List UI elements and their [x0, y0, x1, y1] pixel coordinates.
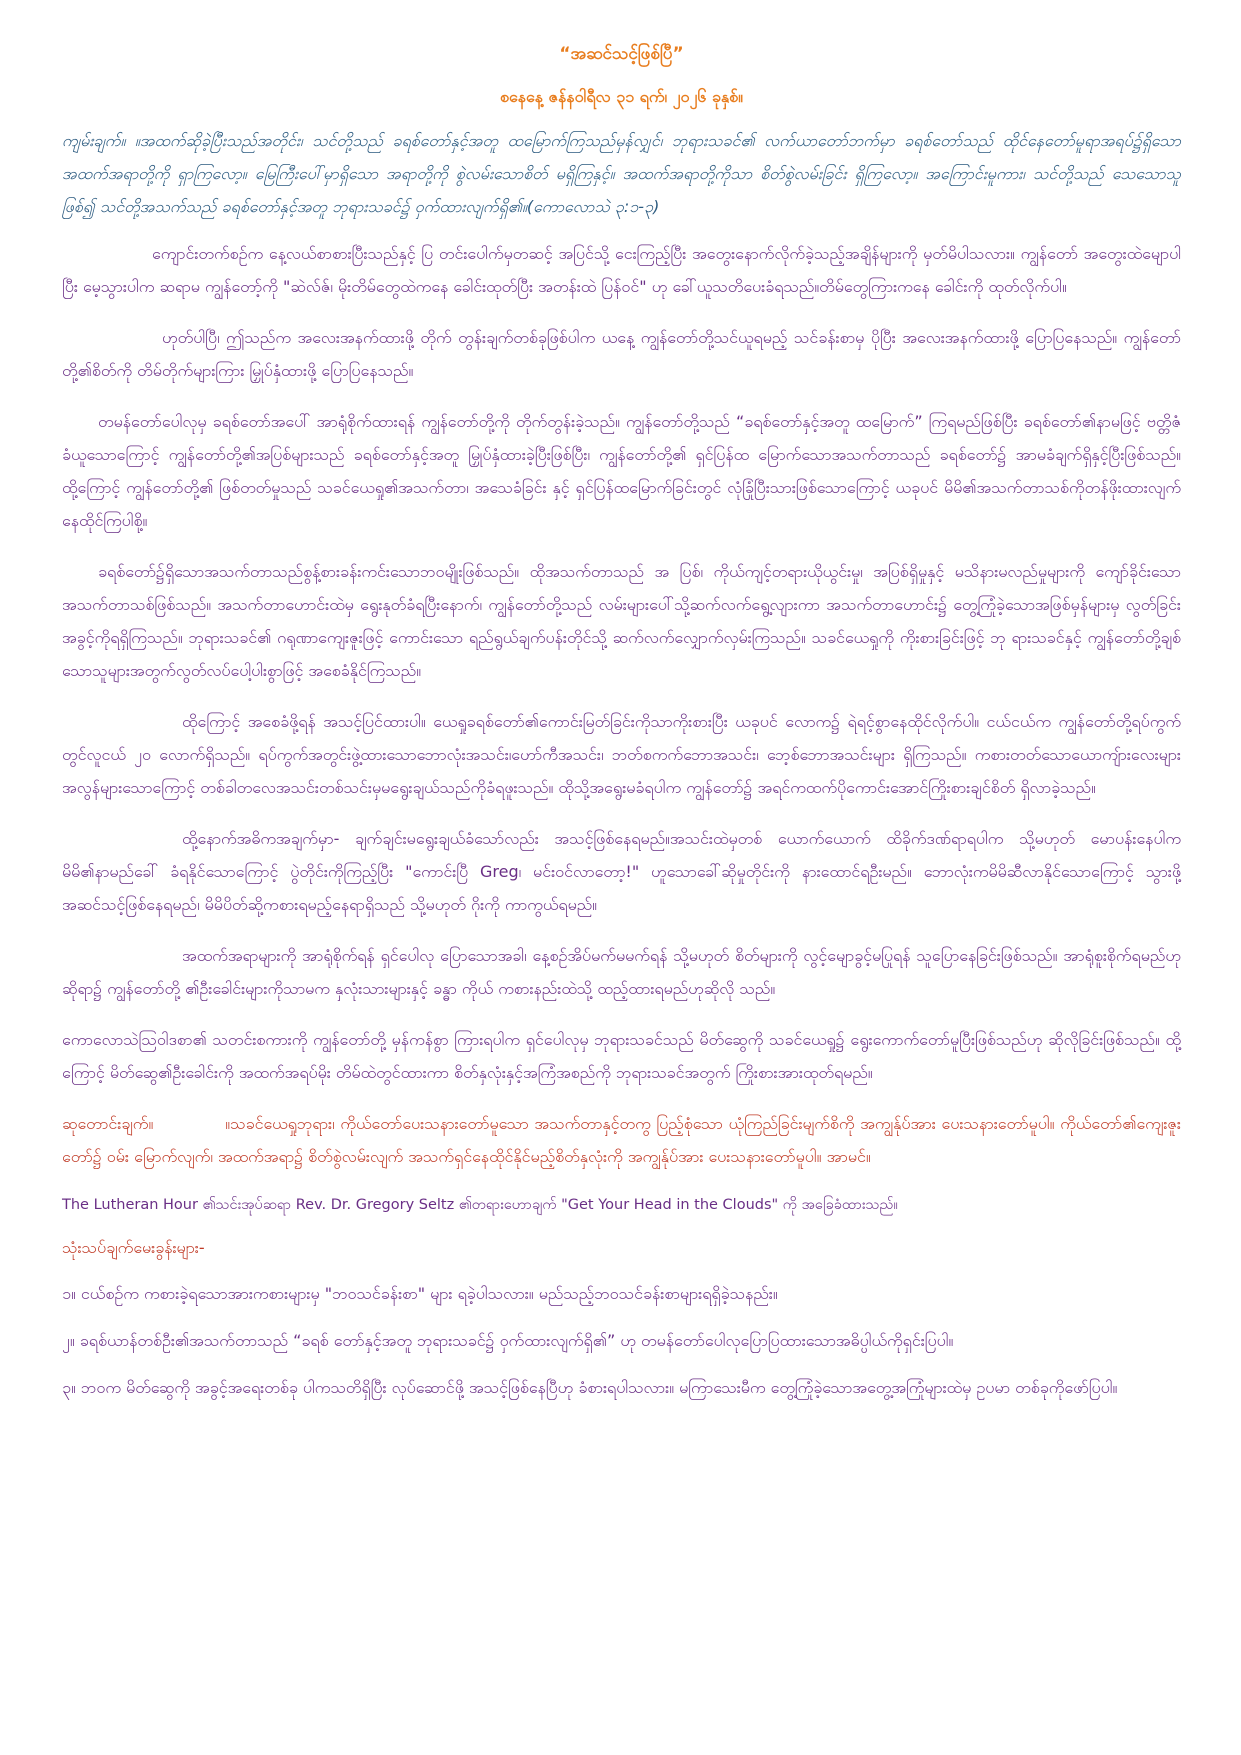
body-paragraph-2: ဟုတ်ပါပြီ၊ ဤသည်က အလေးအနက်ထားဖို့ တိုက် တွန်းချက်တစ်ခုဖြစ်ပါက ယနေ့ ကျွန်တော်တို့သင်ယူရမည့် သင်ခန်းစာမှ ပိုပြီး အလေးအနက်ထားဖို့ ပြောပြနေသည်။ ကျွန်တော်တို့၏စိတ်ကို တိမ်တိုက်များကြား မြှုပ်နှံထားဖို့ ပြောပြနေသည်။: [62, 328, 1181, 380]
question-item: ၂။ ခရစ်ယာန်တစ်ဦး၏အသက်တာသည် “ခရစ် တော်နှင့်အတူ ဘုရားသခင်၌ ဝှက်ထားလျက်ရှိ၏” ဟု တမန်တော်ပေါလုပြောပြထားသောအဓိပ္ပါယ်ကိုရှင်းပြပါ။: [62, 1331, 954, 1350]
scripture-verse: ကျမ်းချက်။ ။အထက်ဆိုခဲ့ပြီးသည်အတိုင်း၊ သင်တို့သည် ခရစ်တော်နှင့်အတူ ထမြောက်ကြသည်မှန်လျှင်၊ ဘုရားသခင်၏ လက်ယာတော်ဘက်မှာ ခရစ်တော်သည် ထိုင်နေတော်မူရာအရပ်၌ရှိသော အထက်အရာတို့ကို ရှာကြလော့။ မြေကြီးပေါ်မှာရှိသော အရာတို့ကို စွဲလမ်းသောစိတ် မရှိကြနှင့်။ အထက်အရာတို့ကိုသာ စိတ်စွဲလမ်းခြင်း ရှိကြလော့။ အကြောင်းမူကား၊ သင်တို့သည် သေသောသူဖြစ်၍ သင်တို့အသက်သည် ခရစ်တော်နှင့်အတူ ဘုရားသခင်၌ ဝှက်ထားလျက်ရှိ၏။(ကောလောသဲ ၃:၁-၃): [62, 131, 1181, 216]
date-line: စနေနေ့ ဇန်နဝါရီလ ၃၁ ရက်၊ ၂၀၂၆ ခုနှစ်။: [499, 87, 743, 106]
prayer-text: ။သခင်ယေရှုဘုရား၊ ကိုယ်တော်ပေးသနားတော်မူသော အသက်တာနှင့်တကွ ပြည့်စုံသော ယုံကြည်ခြင်းမျက်စိကို အကျွန်ုပ်အား ပေးသနားတော်မူပါ။ ကိုယ်တော်၏ကျေးဇူးတော်၌ ဝမ်း မြောက်လျက်၊ အထက်အရာ၌ စိတ်စွဲလမ်းလျက် အသက်ရှင်နေထိုင်နိုင်မည့်စိတ်နှလုံးကို အကျွန်ုပ်အား ပေးသနားတော်မူပါ။ အာမင်။: [62, 1114, 1181, 1166]
body-paragraph-6: ထို့နောက်အဓိကအချက်မှာ- ချက်ချင်းမရွေးချယ်ခံသော်လည်း အသင့်ဖြစ်နေရမည်။အသင်းထဲမှတစ် ယောက်ယောက် ထိခိုက်ဒဏ်ရာရပါက သို့မဟုတ် မောပန်းနေပါက မိမိ၏နာမည်ခေါ် ခံရနိုင်သောကြောင့် ပွဲတိုင်းကိုကြည့်ပြီး "ကောင်းပြီ Greg၊ မင်းဝင်လာတော့!" ဟူသောခေါ်ဆိုမှုတိုင်းကို နားထောင်ရဦးမည်။ ဘောလုံးကမိမိဆီလာနိုင်သောကြောင့် သွားဖို့ အဆင်သင့်ဖြစ်နေရမည်၊ မိမိပိတ်ဆို့ကစားရမည့်နေရာရှိသည် သို့မဟုတ် ဂိုးကို ကာကွယ်ရမည်။: [62, 829, 1181, 914]
page-title: “အဆင်သင့်ဖြစ်ပြီ”: [559, 44, 684, 64]
body-paragraph-3: တမန်တော်ပေါလုမှ ခရစ်တော်အပေါ် အာရုံစိုက်ထားရန် ကျွန်တော်တို့ကို တိုက်တွန်းခဲ့သည်။ ကျွန်တော်တို့သည် “ခရစ်တော်နှင့်အတူ ထမြောက်” ကြရမည်ဖြစ်ပြီး ခရစ်တော်၏နာမဖြင့် ဗတ္တိဇံခံယူသောကြောင့် ကျွန်တော်တို့၏အပြစ်များသည် ခရစ်တော်နှင့်အတူ မြှုပ်နှံထားခဲ့ပြီးဖြစ်ပြီး၊ ကျွန်တော်တို့၏ ရှင်ပြန်ထ မြောက်သောအသက်တာသည် ခရစ်တော်၌ အာမခံချက်ရှိနှင့်ပြီးဖြစ်သည်။ ထို့ကြောင့် ကျွန်တော်တို့၏ ဖြစ်တတ်မှုသည် သခင်ယေရှု၏အသက်တာ၊ အသေခံခြင်း နှင့် ရှင်ပြန်ထမြောက်ခြင်းတွင် လုံခြုံပြီးသားဖြစ်သောကြောင့် ယခုပင် မိမိ၏အသက်တာသစ်ကိုတန်ဖိုးထားလျက် နေထိုင်ကြပါစို့။: [62, 412, 1181, 530]
question-item: ၁။ ငယ်စဉ်က ကစားခဲ့ရသောအားကစားများမှ "ဘဝသင်ခန်းစာ" များ ရခဲ့ပါသလား။ မည်သည့်ဘဝသင်ခန်းစာများရရှိခဲ့သနည်း။: [62, 1284, 778, 1303]
prayer: [62, 1107, 1181, 1173]
sermon-credit: The Lutheran Hour ၏သင်းအုပ်ဆရာ Rev. Dr. Gregory Seltz ၏တရားဟောချက် "Get Your Head in the Clouds" ကို အခြေခံထားသည်။: [62, 1197, 898, 1213]
body-paragraph-8: ကောလောသဲဩဝါဒစာ၏ သတင်းစကားကို ကျွန်တော်တို့ မှန်ကန်စွာ ကြားရပါက ရှင်ပေါလုမှ ဘုရားသခင်သည် မိတ်ဆွေကို သခင်ယေရှု၌ ရွေးကောက်တော်မူပြီးဖြစ်သည်ဟု ဆိုလိုခြင်းဖြစ်သည်။ ထို့ ကြောင့် မိတ်ဆွေ၏ဦးခေါင်းကို အထက်အရပ်မိုး တိမ်ထဲတွင်ထားကာ စိတ်နှလုံးနှင့်အကြံအစည်ကို ဘုရားသခင်အတွက် ကြိုးစားအားထုတ်ရမည်။: [62, 1030, 1181, 1082]
prayer-label: ဆုတောင်းချက်။: [62, 1114, 154, 1133]
body-paragraph-5: ထိုကြောင့် အစေခံဖို့ရန် အသင့်ပြင်ထားပါ။ ယေရှုခရစ်တော်၏ကောင်းမြတ်ခြင်းကိုသာကိုးစားပြီး ယခုပင် လောက၌ ရဲရင့်စွာနေထိုင်လိုက်ပါ။ ငယ်ငယ်က ကျွန်တော်တို့ရပ်ကွက်တွင်လူငယ် ၂၀ လောက်ရှိသည်။ ရပ်ကွက်အတွင်းဖွဲ့ထားသောဘောလုံးအသင်း၊ဟော်ကီအသင်း၊ ဘတ်စကက်ဘောအသင်း၊ ဘေ့စ်ဘောအသင်းများ ရှိကြသည်။ ကစားတတ်သောယောကျ်ားလေးများအလွန်များသောကြောင့် တစ်ခါတလေအသင်းတစ်သင်းမှမရွေးချယ်သည်ကိုခံရဖူးသည်။ ထိုသို့အရွေးမခံရပါက ကျွန်တော်၌ အရင်ကထက်ပိုကောင်းအောင်ကြိုးစားချင်စိတ် ရှိလာခဲ့သည်။: [62, 712, 1181, 797]
body-paragraph-1: ကျောင်းတက်စဉ်က နေ့လယ်စာစားပြီးသည်နှင့် ပြ တင်းပေါက်မှတဆင့် အပြင်သို့ ငေးကြည့်ပြီး အတွေးနောက်လိုက်ခဲ့သည့်အချိန်များကို မှတ်မိပါသလား။ ကျွန်တော် အတွေးထဲမျောပါပြီး မေ့သွားပါက ဆရာမ ကျွန်တော့်ကို "ဆဲလ်ဇ်၊ မိုးတိမ်တွေထဲကနေ ခေါင်းထုတ်ပြီး အတန်းထဲ ပြန်ဝင်" ဟု ခေါ်ယူသတိပေးခံရသည်။တိမ်တွေကြားကနေ ခေါင်းကို ထုတ်လိုက်ပါ။: [62, 244, 1181, 296]
body-paragraph-7: အထက်အရာများကို အာရုံစိုက်ရန် ရှင်ပေါလု ပြောသောအခါ၊ နေ့စဉ်အိပ်မက်မမက်ရန် သို့မဟုတ် စိတ်များကို လွင့်မျောခွင့်မပြုရန် သူပြောနေခြင်းဖြစ်သည်။ အာရုံစူးစိုက်ရမည်ဟု ဆိုရာ၌ ကျွန်တော်တို့ ၏ဦးခေါင်းများကိုသာမက နှလုံးသားများနှင့် ခန္ဓာ ကိုယ် ကစားနည်းထဲသို့ ထည့်ထားရမည်ဟုဆိုလို သည်။: [62, 946, 1181, 998]
body-paragraph-4: ခရစ်တော်၌ရှိသောအသက်တာသည်စွန့်စားခန်းကင်းသောဘဝမျိုးဖြစ်သည်။ ထိုအသက်တာသည် အ ပြစ်၊ ကိုယ်ကျင့်တရားယိုယွင်းမှု၊ အပြစ်ရှိမှုနှင့် မသိနားမလည်မှုများကို ကျော်ခိုင်းသောအသက်တာသစ်ဖြစ်သည်။ အသက်တာဟောင်းထဲမှ ရွေးနုတ်ခံရပြီးနောက်၊ ကျွန်တော်တို့သည် လမ်းများပေါ်သို့ဆက်လက်ရွေ့လျားကာ အသက်တာဟောင်း၌ တွေ့ကြုံခဲ့သောအဖြစ်မှန်များမှ လွတ်ခြင်းအခွင့်ကိုရရှိကြသည်။ ဘုရားသခင်၏ ဂရုဏာကျေးဇူးဖြင့် ကောင်းသော ရည်ရွယ်ချက်ပန်းတိုင်သို့ ဆက်လက်လျှောက်လှမ်းကြသည်။ သခင်ယေရှုကို ကိုးစားခြင်းဖြင့် ဘု ရားသခင်နှင့် ကျွန်တော်တို့ချစ်သောသူများအတွက်လွတ်လပ်ပေါ့ပါးစွာဖြင့် အစေခံနိုင်ကြသည်။: [62, 562, 1182, 680]
questions-heading: သုံးသပ်ချက်မေးခွန်းများ-: [62, 1238, 205, 1257]
question-item: ၃။ ဘဝက မိတ်ဆွေကို အခွင့်အရေးတစ်ခု ပါကသတိရှိပြီး လုပ်ဆောင်ဖို့ အသင့်ဖြစ်နေပြီဟု ခံစားရပါသလား။ မကြာသေးမီက တွေ့ကြုံခဲ့သောအတွေ့အကြုံများထဲမှ ဥပမာ တစ်ခုကိုဖော်ပြပါ။: [62, 1378, 1118, 1397]
